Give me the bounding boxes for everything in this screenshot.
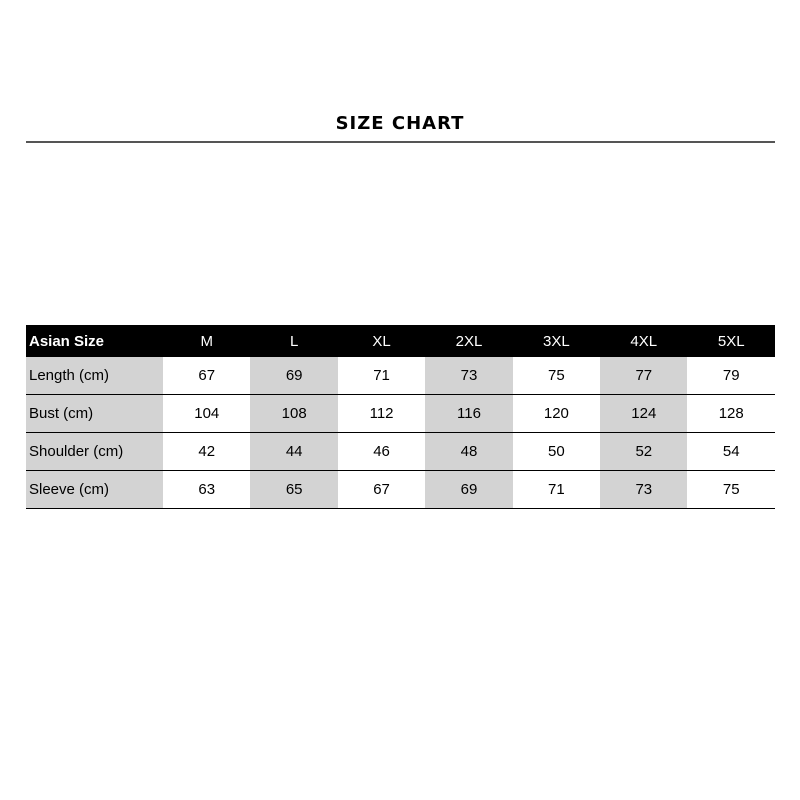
table-cell: 120 — [513, 395, 600, 433]
table-cell: 116 — [425, 395, 512, 433]
table-cell: 104 — [163, 395, 250, 433]
table-cell: 108 — [250, 395, 337, 433]
row-label: Length (cm) — [26, 357, 163, 395]
title-divider — [26, 141, 775, 143]
table-cell: 71 — [513, 471, 600, 509]
size-header: 2XL — [425, 325, 512, 357]
table-cell: 112 — [338, 395, 425, 433]
size-header: M — [163, 325, 250, 357]
table-cell: 73 — [600, 471, 687, 509]
size-chart-table — [26, 325, 775, 509]
table-cell: 67 — [338, 471, 425, 509]
table-cell: 79 — [687, 357, 775, 395]
table-cell: 48 — [425, 433, 512, 471]
table-cell: 69 — [250, 357, 337, 395]
table-cell: 75 — [513, 357, 600, 395]
table-cell: 63 — [163, 471, 250, 509]
table-cell: 71 — [338, 357, 425, 395]
table-row — [26, 395, 775, 433]
table-cell: 65 — [250, 471, 337, 509]
table-cell: 77 — [600, 357, 687, 395]
size-header: 5XL — [687, 325, 775, 357]
row-label: Shoulder (cm) — [26, 433, 163, 471]
table-cell: 44 — [250, 433, 337, 471]
header-label: Asian Size — [26, 325, 163, 357]
table-row — [26, 357, 775, 395]
table-cell: 124 — [600, 395, 687, 433]
size-header: XL — [338, 325, 425, 357]
table-cell: 69 — [425, 471, 512, 509]
row-label: Sleeve (cm) — [26, 471, 163, 509]
table-cell: 54 — [687, 433, 775, 471]
page-title: SIZE CHART — [335, 113, 465, 134]
row-label: Bust (cm) — [26, 395, 163, 433]
table-cell: 52 — [600, 433, 687, 471]
table-cell: 50 — [513, 433, 600, 471]
table-cell: 75 — [687, 471, 775, 509]
table-row — [26, 471, 775, 509]
size-header: 3XL — [513, 325, 600, 357]
size-header: L — [250, 325, 337, 357]
table-cell: 128 — [687, 395, 775, 433]
table-cell: 73 — [425, 357, 512, 395]
table-cell: 67 — [163, 357, 250, 395]
table-cell: 42 — [163, 433, 250, 471]
table-row — [26, 433, 775, 471]
size-header: 4XL — [600, 325, 687, 357]
table-header-row — [26, 325, 775, 357]
table-cell: 46 — [338, 433, 425, 471]
